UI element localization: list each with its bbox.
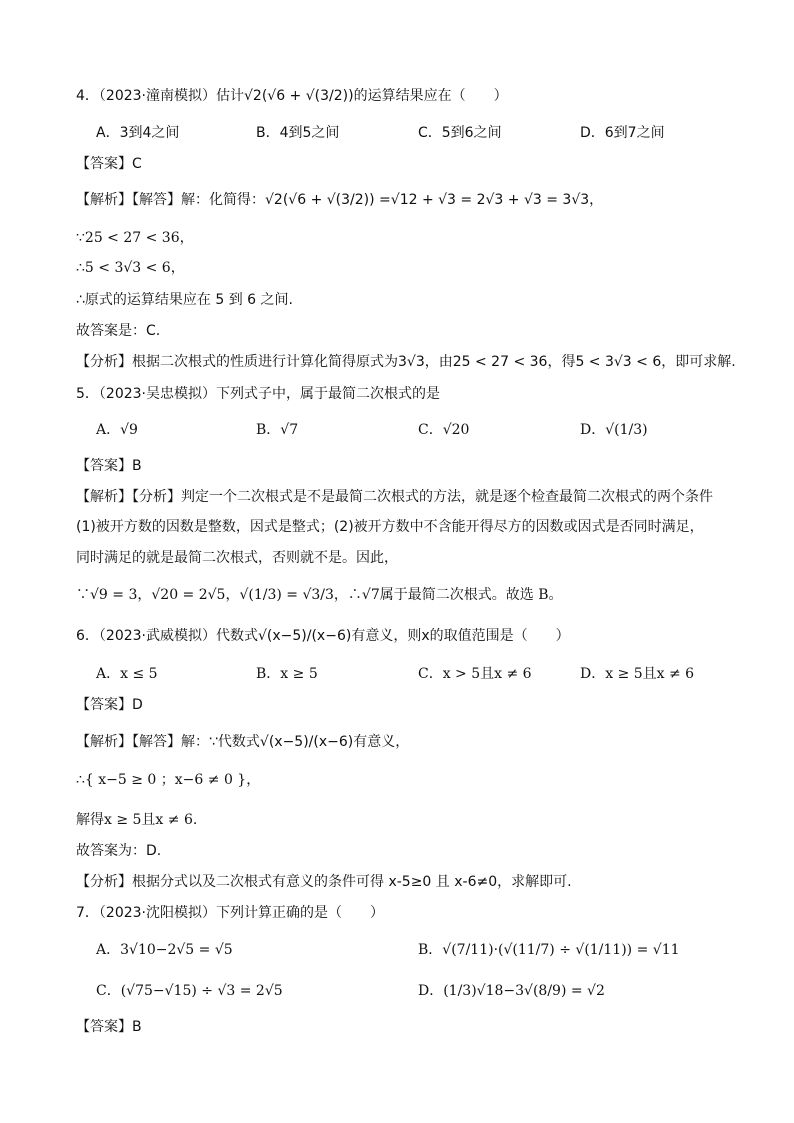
q4-step-3: ∴原式的运算结果应在 5 到 6 之间.	[76, 292, 293, 308]
q6-fenxi: 【分析】根据分式以及二次根式有意义的条件可得 x-5≥0 且 x-6≠0，求解即可.	[76, 874, 572, 890]
q4-step-2: ∴5 < 3√3 < 6，	[76, 260, 185, 276]
q4-step-4: 故答案是：C.	[76, 323, 161, 339]
q6-analysis-line-2: ∴{ x−5 ≥ 0 ；x−6 ≠ 0 }，	[76, 772, 261, 788]
q6-answer: 【答案】D	[76, 697, 143, 713]
q7-answer: 【答案】B	[76, 1019, 142, 1035]
q6-option-a: A．x ≤ 5	[96, 666, 158, 682]
q4-stem: 4．（2023·潼南模拟）估计√2(√6 + √(3/2))的运算结果应在（ ）	[76, 88, 508, 104]
q7-option-d: D．(1/3)√18−3√(8/9) = √2	[418, 983, 605, 999]
q5-option-d: D．√(1/3)	[580, 422, 648, 438]
q6-option-b: B．x ≥ 5	[256, 666, 318, 682]
q5-option-b: B．√7	[256, 422, 299, 438]
q4-analysis-head: 【解析】【解答】解：化简得：√2(√6 + √(3/2)) =√12 + √3 = 2√3 + √3 = 3√3，	[76, 192, 604, 208]
q7-option-a: A．3√10−2√5 = √5	[96, 942, 233, 958]
q6-analysis-line-4: 故答案为：D.	[76, 843, 162, 859]
q4-fenxi: 【分析】根据二次根式的性质进行计算化简得原式为3√3，由25 < 27 < 36，得5 < 3√3 < 6，即可求解.	[76, 354, 736, 370]
q4-option-c: C．5到6之间	[418, 125, 502, 141]
q4-option-a: A．3到4之间	[96, 125, 180, 141]
q6-analysis-line-1: 【解析】【解答】解：∵代数式√(x−5)/(x−6)有意义，	[76, 734, 410, 750]
q5-option-a: A．√9	[96, 422, 138, 438]
q6-stem: 6．（2023·武威模拟）代数式√(x−5)/(x−6)有意义，则x的取值范围是（ ）	[76, 628, 570, 644]
q6-analysis-line-3: 解得x ≥ 5且x ≠ 6.	[76, 812, 198, 828]
q5-analysis-line-1: 【解析】【分析】判定一个二次根式是不是最简二次根式的方法，就是逐个检查最简二次根式的两个条件	[76, 489, 713, 505]
q5-option-c: C．√20	[418, 422, 470, 438]
q5-stem: 5．（2023·吴忠模拟）下列式子中，属于最简二次根式的是	[76, 386, 440, 402]
q4-step-1: ∵25 < 27 < 36，	[76, 230, 194, 246]
q4-answer: 【答案】C	[76, 156, 142, 172]
q5-analysis-line-3: 同时满足的就是最简二次根式，否则就不是。因此，	[76, 550, 398, 566]
q6-option-c: C．x > 5且x ≠ 6	[418, 666, 532, 682]
q5-analysis-line-2: (1)被开方数的因数是整数，因式是整式；(2)被开方数中不含能开得尽方的因数或因式是否同时满足，	[76, 519, 704, 535]
q7-stem: 7．（2023·沈阳模拟）下列计算正确的是（ ）	[76, 905, 384, 921]
q5-analysis-line-4: ∵√9 = 3，√20 = 2√5，√(1/3) = √3/3，∴√7属于最简二次根式。故选 B。	[76, 587, 563, 603]
q4-option-b: B．4到5之间	[256, 125, 340, 141]
q6-option-d: D．x ≥ 5且x ≠ 6	[580, 666, 695, 682]
q7-option-b: B．√(7/11)·(√(11/7) ÷ √(1/11)) = √11	[418, 942, 680, 958]
q4-option-d: D．6到7之间	[580, 125, 665, 141]
q7-option-c: C．(√75−√15) ÷ √3 = 2√5	[96, 983, 283, 999]
q5-answer: 【答案】B	[76, 458, 142, 474]
